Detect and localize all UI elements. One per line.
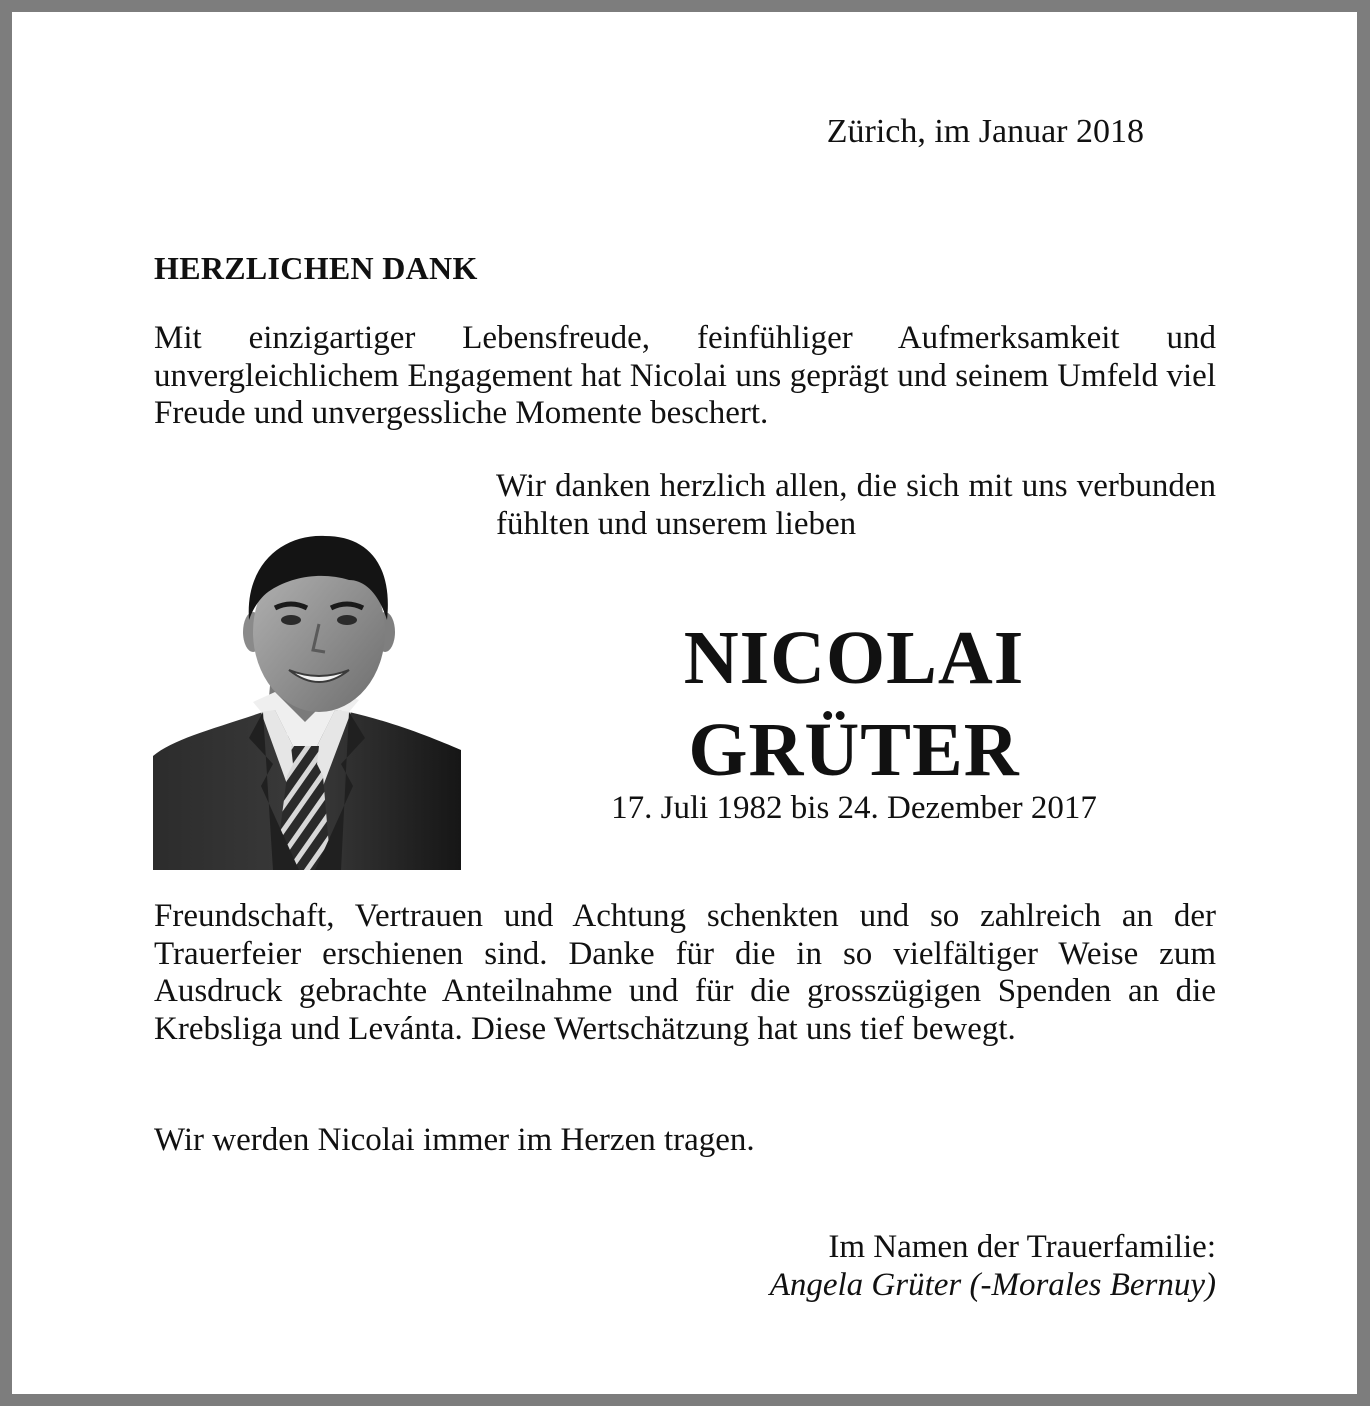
deceased-name: [544, 612, 1164, 796]
heading: HERZLICHEN DANK: [154, 250, 478, 286]
signer-name: Angela Grüter (-Morales Bernuy): [769, 1267, 1216, 1303]
first-name: NICOLAI: [683, 616, 1025, 700]
portrait-photo: [153, 524, 461, 870]
body-paragraph: Freundschaft, Vertrauen und Achtung schenkten und so zahlreich an der Trauerfeier erschienen sind. Danke für die in so vielfältiger Weise zum Ausdruck gebrachte Anteilnahme und für die grosszügigen Spenden an die Krebsliga und Levánta. Diese Wertschätzung hat uns tief bewegt.: [154, 898, 1216, 1047]
intro-paragraph: Mit einzigartiger Lebensfreude, feinfühliger Aufmerksamkeit und unvergleichlichem Engagement hat Nicolai uns geprägt und seinem Umfeld viel Freude und unvergessliche Momente beschert.: [154, 320, 1216, 431]
closing-line: Wir werden Nicolai immer im Herzen tragen.: [154, 1122, 755, 1158]
obituary-card: [12, 12, 1357, 1394]
place-date: Zürich, im Januar 2018: [826, 113, 1144, 150]
thanks-paragraph: Wir danken herzlich allen, die sich mit uns verbunden fühlten und unserem lieben: [496, 468, 1216, 542]
life-dates: 17. Juli 1982 bis 24. Dezember 2017: [611, 790, 1097, 826]
signature-block: [512, 1228, 1216, 1304]
signature-intro: Im Namen der Trauerfamilie:: [828, 1229, 1216, 1265]
last-name: GRÜTER: [688, 708, 1020, 792]
